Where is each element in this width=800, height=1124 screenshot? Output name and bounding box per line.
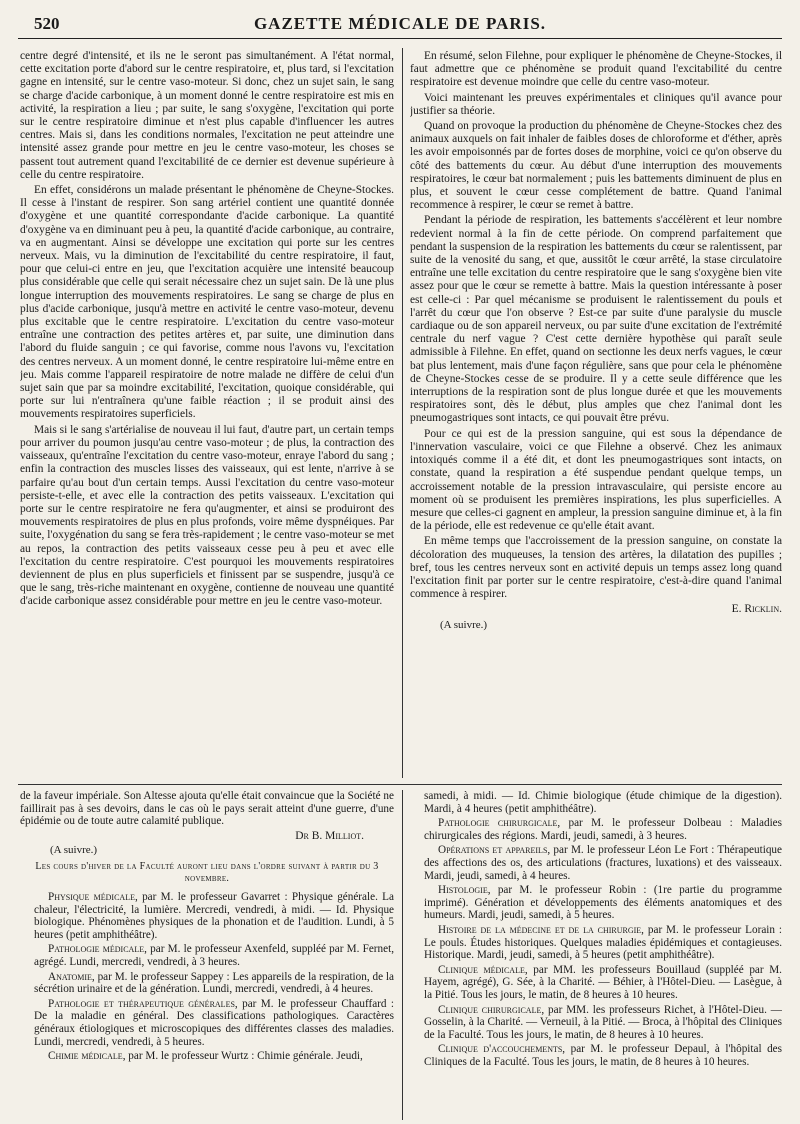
course-entry [20,998,394,1048]
paragraph: de la faveur impériale. Son Altesse ajouta qu'elle était convaincue que la Société ne faillirait pas à ses devoirs, dans le cas où le pays serait atteint d'une guerre, d'une épidémie ou de toute autre calamité publique. [20,790,394,828]
paragraph: En effet, considérons un malade présentant le phénomène de Cheyne-Stockes. Il cesse à l'instant de respirer. Son sang artériel contient une quantité donnée d'oxygène et une quantité correspondante d'acide carbonique. La quantité d'oxygène va en diminuant peu à peu, la quantité d'acide carbonique, au contraire, va en augmentant. Ainsi se développe une excitation qui porte sur les centres nerveux. Mais, vu la diminution de l'excitabilité du centre respiratoire, il faut, pour que celui-ci entre en jeu, que l'excitation acquière une intensité beaucoup plus considérable que celle qui serait nécessaire chez un sujet sain. De là une plus longue interruption des mouvements respiratoires. Le sang se charge de plus en plus d'acide carbonique, jusqu'à mettre en activité le centre vaso-moteur, devenu plus excitable que le centre respiratoire. L'excitation du centre vaso-moteur entraîne une contraction des petites artères et, par suite, une diminution dans l'abord du fluide sanguin ; ce qui favorise, comme nous l'avons vu, l'excitation des centres nerveux. A un moment donné, le centre respiratoire lui-même entre en jeu. Mais comme l'appareil respiratoire de notre malade ne diffère de celui d'un sujet sain que par sa moindre excitabilité, l'excitation, quoique considérable, qui porte sur lui n'entraînera qu'une faible réaction ; il se produit ainsi des mouvements respiratoires superficiels. [20,184,394,421]
course-entry [410,1004,782,1042]
paragraph: samedi, à midi. — Id. Chimie biologique (étude chimique de la digestion). Mardi, à 4 heures (petit amphithéâtre). [424,790,782,815]
course-description: par MM. les professeurs Richet, à l'Hôtel-Dieu. — Gosselin, à la Charité. — Verneuil, à la Pitié. — Broca, à l'hôpital des Cliniques de la Faculté. Tous les jours, le matin, de 8 heures à 10 heures. [424,1003,782,1041]
course-description: par M. le professeur Chauffard : De la maladie en général. Des classifications pathologiques. Caractères généraux étiologiques et microscopiques des différentes classes des maladies. Lundi, mercredi, vendredi, à 5 heures. [34,997,394,1048]
column-divider [402,790,403,1120]
course-description: par M. le professeur Dolbeau : Maladies chirurgicales des régions. Mardi, jeudi, samedi, à 3 heures. [424,817,782,842]
course-entry [410,817,782,842]
paragraph: centre degré d'intensité, et ils ne le seront pas simultanément. A l'état normal, cette excitation porte d'abord sur le centre respiratoire, et, plus tard, si l'excitation gagne en intensité, sur le centre vaso-moteur. Si donc, chez un sujet sain, le sang se charge d'acide carbonique, à un moment donné le centre respiratoire est mis en activité, la respiration a lieu ; par suite, le sang s'oxygène, l'excitation qui porte sur le centre respiratoire diminue et n'est plus capable d'influencer les autres centres. Mais si, dans les conditions normales, l'excitation ne peut atteindre une intensité assez grande pour mettre en jeu le centre vaso-moteur, les choses se passent tout autrement quand l'excitabilité de ce dernier est devenue supérieure à celle du centre respiratoire. [20,50,394,181]
course-description: par M. le professeur Wurtz : Chimie générale. Jeudi, [125,1050,363,1063]
courses-heading: Les cours d'hiver de la Faculté auront lieu dans l'ordre suivant à partir du 3 novembre. [35,860,379,884]
to-be-continued: (A suivre.) [50,844,98,857]
course-name: Histoire de la médecine et de la chirurgie, [438,923,644,936]
course-name: Pathologie chirurgicale, [438,817,561,830]
author-signature: Dr B. Milliot. [295,829,364,842]
top-left-column [20,50,394,778]
author-signature: E. Ricklin. [731,603,782,616]
course-name: Clinique chirurgicale, [438,1003,545,1016]
course-description: par M. le professeur Depaul, à l'hôpital des Cliniques de la Faculté. Tous les jours, le matin, de 8 heures à 10 heures. [424,1043,782,1068]
bottom-right-column [410,790,782,1120]
course-entry [20,971,394,996]
paragraph: Pendant la période de respiration, les battements s'accélèrent et leur nombre redevient normal à la fin de cette période. On comprend parfaitement que pendant la suspension de la respiration les battements du cœur se ralentissent, par suite de la venosité du sang, et que, aussitôt le cœur arrêté, la stase circulatoire entraîne une telle excitation du centre respiratoire que le sang s'oxygène bien vite assez pour que le cœur se remette à battre. Mais la question intéressante à poser est celle-ci : Par quel mécanisme se produisent le ralentissement du pouls et l'arrêt du cœur que l'on observe ? Est-ce par suite d'une paralysie du muscle cardiaque ou de son appareil nerveux, ou par suite d'une excitation de l'extrémité centrale du nerf vague ? C'est cette dernière hypothèse qui paraît seule admissible à Filehne. En effet, quand on sectionne les deux nerfs vagues, le cœur bat plus lentement, mais d'une façon régulière, sans que pour cela le phénomène de Cheyne-Stockes cesse de se produire. Il y a cette seule différence que les interruptions de la respiration sont de plus longue durée et que les mouvements respiratoires sont, dès le début, plus amples que chez l'animal dont les pneumogastriques sont intacts, ce qui pouvait être prévu. [410,214,782,425]
paragraph: Quand on provoque la production du phénomène de Cheyne-Stockes chez des animaux auxquels on fait inhaler de faibles doses de chloroforme et d'éther, après les avoir empoisonnés par de fortes doses de morphine, voici ce qu'on observe du côté des battements du cœur. Au début d'une interruption des mouvements respiratoires, le cœur bat normalement ; puis les battements diminuent de plus en plus, et souvent le cœur cesse complétement de battre. Quand l'animal recommence à respirer, le cœur se remet à battre. [410,120,782,212]
paragraph: En résumé, selon Filehne, pour expliquer le phénomène de Cheyne-Stockes, il faut admettre que ce phénomène se produit quand l'excitabilité du centre respiratoire est devenue moindre que celle du centre vaso-moteur. [410,50,782,89]
page-number: 520 [34,14,60,33]
course-name: Clinique d'accouchements, [438,1043,566,1056]
paragraph: Voici maintenant les preuves expérimentales et cliniques qu'il avance pour justifier sa théorie. [410,91,782,117]
course-name: Pathologie médicale, [48,943,147,956]
course-description: par M. le professeur Lorain : Le pouls. Études historiques. Quelques maladies épidémiques et contagieuses. Historique. Mardi, jeudi, samedi, à 5 heures (petit amphithéâtre). [424,923,782,962]
course-entry [20,943,394,968]
course-entry [410,1043,782,1068]
course-entry [410,964,782,1002]
course-description: par M. le professeur Axenfeld, suppléé par M. Fernet, agrégé. Lundi, mercredi, vendredi, à 3 heures. [34,943,394,968]
paragraph: En même temps que l'accroissement de la pression sanguine, on constate la décoloration des muqueuses, la tension des artères, la dilatation des pupilles ; bref, tous les centres nerveux sont en activité depuis un temps assez long quand l'excitation finit par porter sur le centre respiratoire, c'est-à-dire quand l'animal commence à respirer. [410,535,782,601]
course-entry [410,884,782,922]
page-header [18,12,782,39]
section-divider [18,784,782,785]
course-list [20,891,394,1063]
course-entry [410,924,782,962]
paragraph: Pour ce qui est de la pression sanguine, qui est sous la dépendance de l'innervation vasculaire, voici ce que Filehne a observé. Chez les animaux intoxiqués comme il a été dit, et dont les pneumogastriques sont intacts, on constate, quand la respiration a été suspendue pendant quelque temps, un accroissement notable de la pression intravasculaire, qui persiste encore au moment où se produisent les premières inspirations, les plus superficielles. A mesure que celles-ci gagnent en ampleur, la pression sanguine diminue et, à la fin de la période, elle est redevenue ce qu'elle était avant. [410,427,782,533]
course-entry [20,1050,394,1063]
to-be-continued: (A suivre.) [440,618,488,631]
top-right-column [410,50,782,778]
course-description: par M. le professeur Gavarret : Physique générale. La chaleur, l'électricité, la lumière. Mercredi, vendredi, à midi. — Id. Physique biologique. Phénomènes physiques de la phonation et de l'audition. Lundi, à 5 heures (petit amphithéâtre). [34,890,394,941]
course-name: Clinique médicale, [438,963,528,976]
course-name: Pathologie et thérapeutique générales, [48,997,238,1010]
course-description: par M. le professeur Léon Le Fort : Thérapeutique des affections des os, des articulations (fractures, luxations) et des vaisseaux. Mardi, jeudi, samedi, à 4 heures. [424,844,782,882]
course-description: par MM. les professeurs Bouillaud (suppléé par M. Hayem, agrégé), G. Sée, à la Charité. — Béhier, à l'Hôtel-Dieu. — Lasègue, à la Pitié. Tous les jours, le matin, de 8 heures à 10 heures. [424,963,782,1001]
journal-title: GAZETTE MÉDICALE DE PARIS. [253,14,547,33]
course-name: Histologie, [438,884,491,897]
course-name: Anatomie, [48,970,95,983]
course-list [410,817,782,1068]
course-name: Opérations et appareils, [438,844,551,857]
course-description: par M. le professeur Sappey : Les appareils de la respiration, de la sécrétion urinaire et de la génération. Lundi, mercredi, vendredi, à 4 heures. [34,970,394,996]
course-entry [410,844,782,882]
bottom-left-column [20,790,394,1120]
paragraph: Mais si le sang s'artérialise de nouveau il lui faut, d'autre part, un certain temps pour arriver du poumon jusqu'au centre vaso-moteur ; de plus, la contraction des vaisseaux, qu'entraîne l'excitation du centre vaso-moteur, enraye l'abord du sang ; enfin la contraction des muscles lisses des vaisseaux, qui est lente, n'arrive à se parfaire qu'au bout d'un certain temps. Aussi l'excitation du centre vaso-moteur persiste-t-elle, et avec elle la contraction des petits vaisseaux. L'excitation qui porte sur le centre respiratoire ne fera qu'augmenter, et ainsi se produiront des mouvements respiratoires de plus en plus profonds, voire même dyspnéiques. Par suite, l'oxygénation du sang se fera très-rapidement ; le centre vaso-moteur se met au repos, la contraction des petits vaisseaux cesse peu à peu et avec elle l'excitation du centre respiratoire. C'est pourquoi les mouvements respiratoires deviennent de plus en plus superficiels et finissent par se suspendre, jusqu'à ce que le sang, très-riche maintenant en oxygène, contienne de nouveau une quantité d'acide carbonique assez considérable pour mettre en jeu le centre vaso-moteur. [20,423,394,608]
column-divider [402,48,403,778]
course-name: Chimie médicale, [48,1050,126,1063]
course-entry [20,891,394,941]
course-description: par M. le professeur Robin : (1re partie du programme imprimé). Génération et développements des éléments anatomiques et des humeurs. Mardi, jeudi, samedi, à 5 heures. [424,884,782,922]
course-name: Physique médicale, [48,890,138,903]
